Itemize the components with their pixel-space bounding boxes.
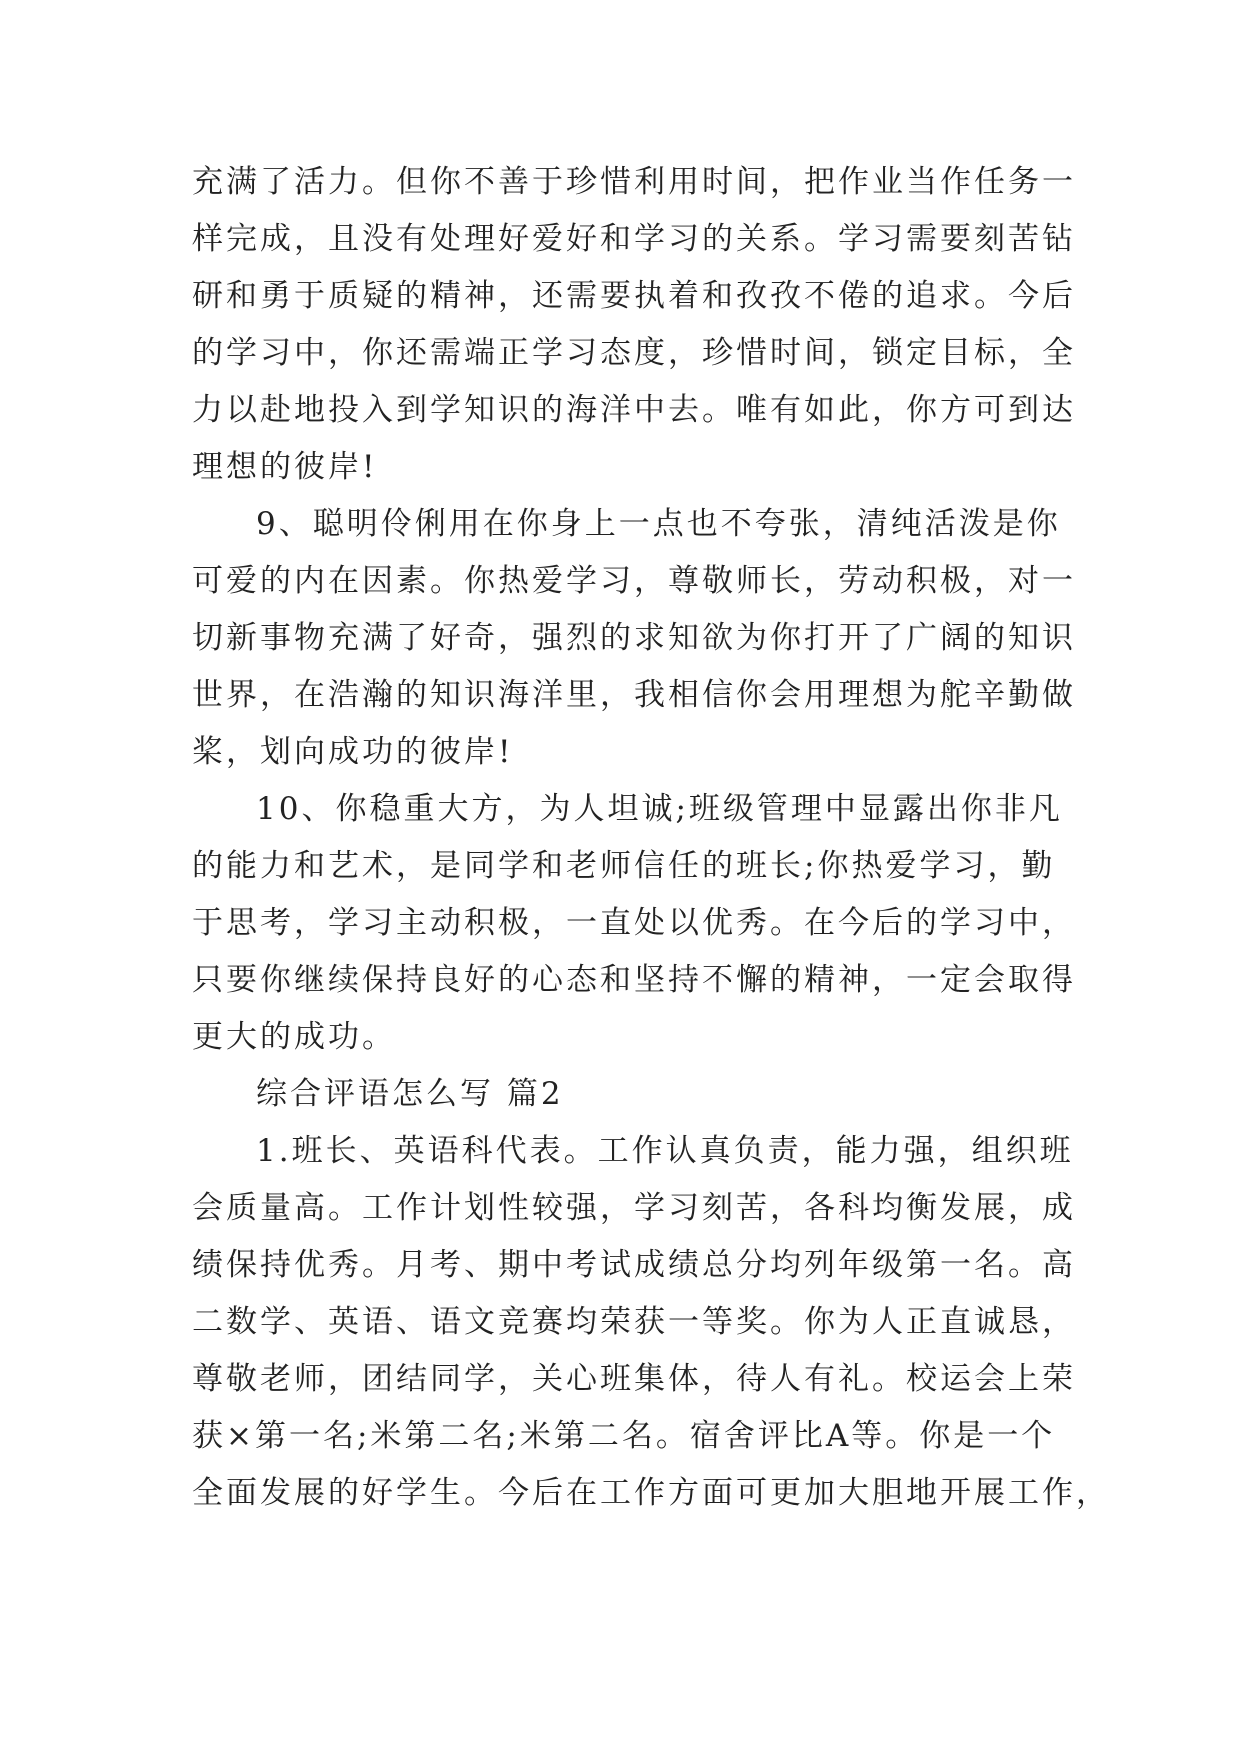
text-line: 尊敬老师，团结同学，关心班集体，待人有礼。校运会上荣 <box>192 1361 1076 1397</box>
text-line: 研和勇于质疑的精神，还需要执着和孜孜不倦的追求。今后 <box>192 278 1076 314</box>
text-line: 只要你继续保持良好的心态和坚持不懈的精神，一定会取得 <box>192 962 1076 998</box>
text-line: 会质量高。工作计划性较强，学习刻苦，各科均衡发展，成 <box>192 1190 1076 1226</box>
text-line: 可爱的内在因素。你热爱学习，尊敬师长，劳动积极，对一 <box>192 563 1076 599</box>
text-line: 综合评语怎么写 篇2 <box>256 1076 564 1112</box>
text-line: 理想的彼岸! <box>192 449 378 485</box>
text-line: 1.班长、英语科代表。工作认真负责，能力强，组织班 <box>256 1133 1074 1169</box>
text-line: 的学习中，你还需端正学习态度，珍惜时间，锁定目标，全 <box>192 335 1076 371</box>
text-line: 获×第一名;米第二名;米第二名。宿舍评比A等。你是一个 <box>192 1418 1056 1454</box>
text-line: 的能力和艺术，是同学和老师信任的班长;你热爱学习，勤 <box>192 848 1056 884</box>
text-line: 力以赴地投入到学知识的海洋中去。唯有如此，你方可到达 <box>192 392 1076 428</box>
text-line: 10、你稳重大方，为人坦诚;班级管理中显露出你非凡 <box>256 791 1063 827</box>
text-line: 切新事物充满了好奇，强烈的求知欲为你打开了广阔的知识 <box>192 620 1076 656</box>
text-line: 9、聪明伶俐用在你身上一点也不夸张，清纯活泼是你 <box>256 506 1061 542</box>
text-line: 全面发展的好学生。今后在工作方面可更加大胆地开展工作， <box>192 1475 1110 1511</box>
text-line: 桨，划向成功的彼岸! <box>192 734 514 770</box>
text-line: 更大的成功。 <box>192 1019 396 1055</box>
text-line: 绩保持优秀。月考、期中考试成绩总分均列年级第一名。高 <box>192 1247 1076 1283</box>
text-line: 于思考，学习主动积极，一直处以优秀。在今后的学习中， <box>192 905 1076 941</box>
text-line: 样完成，且没有处理好爱好和学习的关系。学习需要刻苦钻 <box>192 221 1076 257</box>
document-body <box>192 154 1110 1522</box>
text-line: 二数学、英语、语文竞赛均荣获一等奖。你为人正直诚恳， <box>192 1304 1076 1340</box>
text-line: 充满了活力。但你不善于珍惜利用时间，把作业当作任务一 <box>192 164 1076 200</box>
text-line: 世界，在浩瀚的知识海洋里，我相信你会用理想为舵辛勤做 <box>192 677 1076 713</box>
